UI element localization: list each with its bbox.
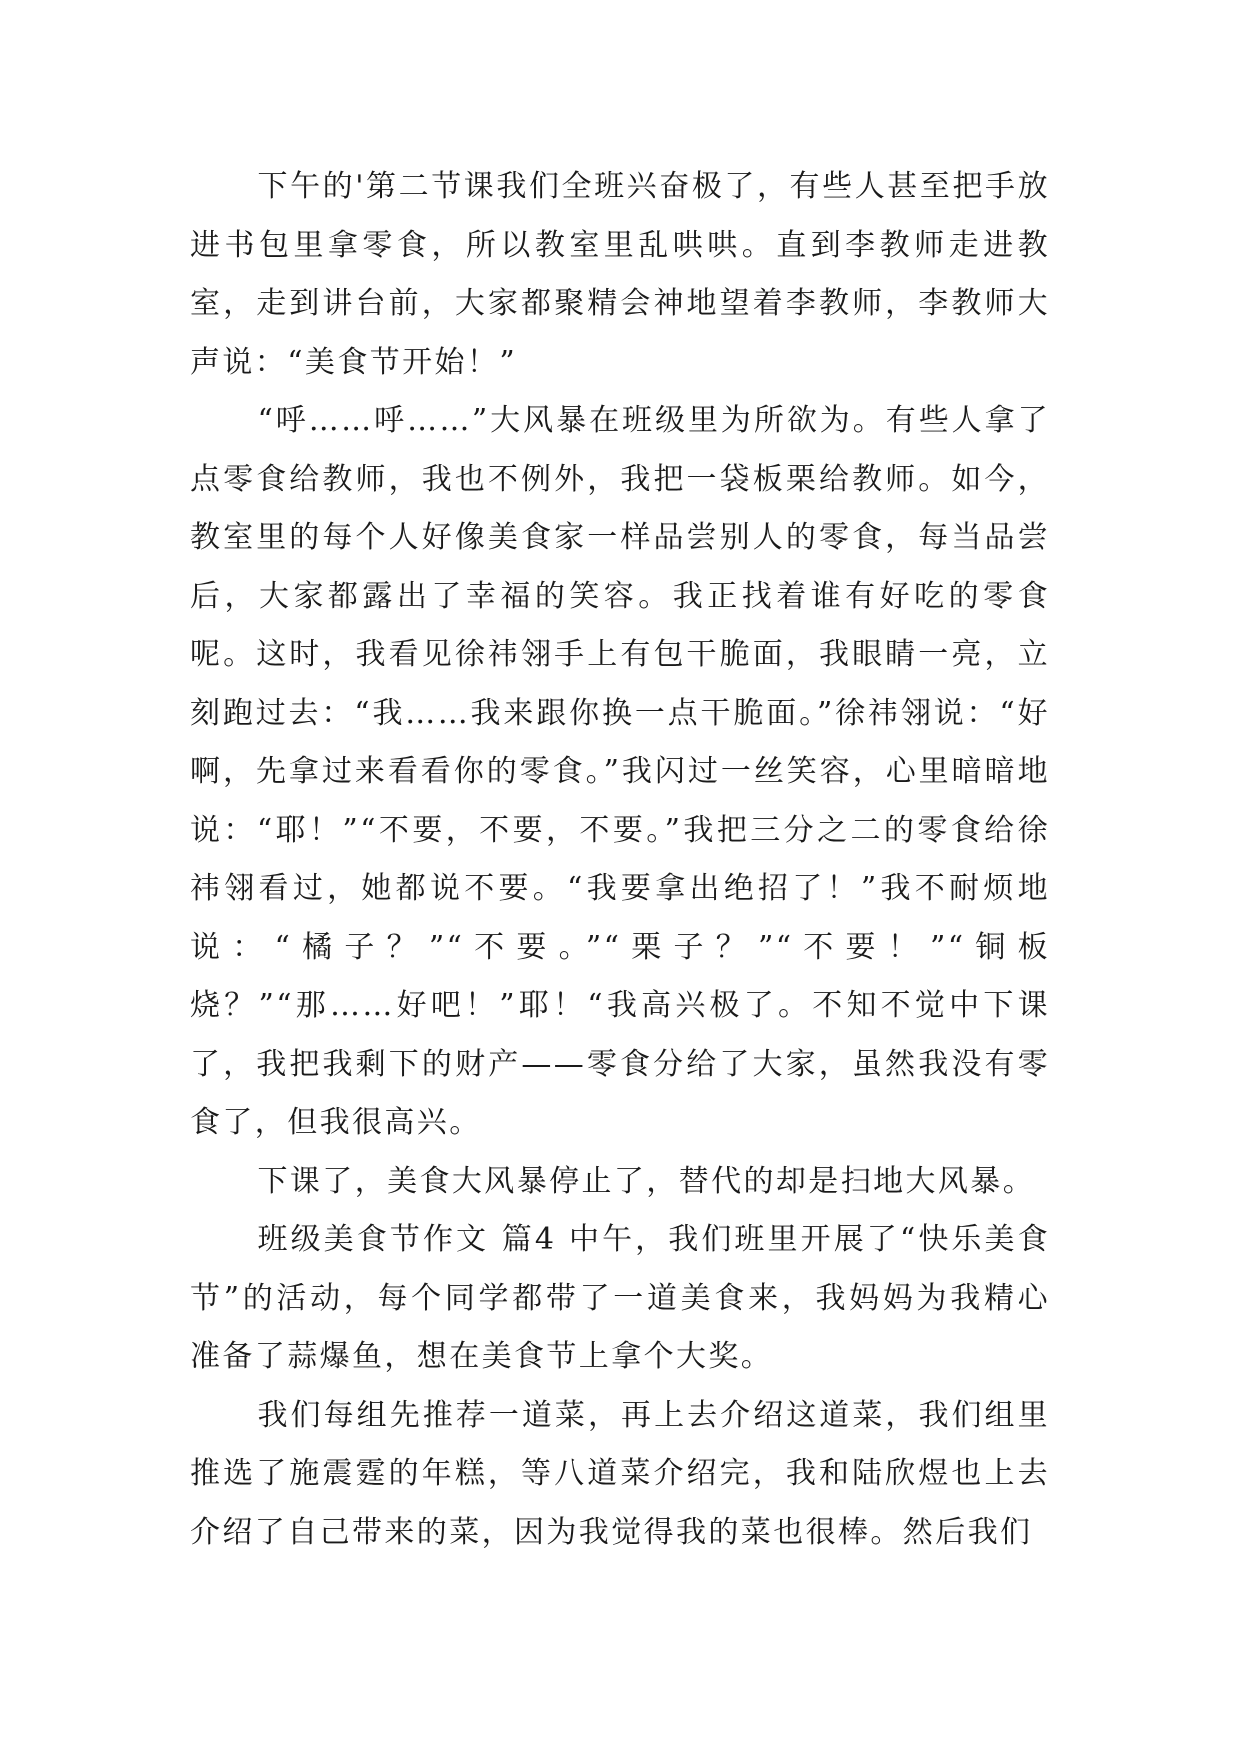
paragraph-4: 班级美食节作文 篇4 中午，我们班里开展了“快乐美食节”的活动，每个同学都带了一道美食来，我妈妈为我精心准备了蒜爆鱼，想在美食节上拿个大奖。 [190, 1222, 1050, 1374]
paragraph-3: 下课了，美食大风暴停止了，替代的却是扫地大风暴。 [257, 1163, 1036, 1199]
paragraph-2: “呼……呼……”大风暴在班级里为所欲为。有些人拿了点零食给教师，我也不例外，我把一袋板栗给教师。如今，教室里的每个人好像美食家一样品尝别人的零食，每当品尝后，大家都露出了幸福的笑容。我正找着谁有好吃的零食呢。这时，我看见徐祎翎手上有包干脆面，我眼睛一亮，立刻跑过去：“我……我来跟你换一点干脆面。”徐祎翎说：“好啊，先拿过来看看你的零食。”我闪过一丝笑容，心里暗暗地说：“耶！”“不要，不要，不要。”我把三分之二的零食给徐祎翎看过，她都说不要。“我要拿出绝招了！”我不耐烦地说：“橘子？”“不要。”“栗子？”“不要！”“铜板烧？”“那……好吧！”耶！“我高兴极了。不知不觉中下课了，我把我剩下的财产——零食分给了大家，虽然我没有零食了，但我很高兴。 [190, 403, 1050, 1140]
paragraph-5: 我们每组先推荐一道菜，再上去介绍这道菜，我们组里推选了施震霆的年糕，等八道菜介绍完，我和陆欣煜也上去介绍了自己带来的菜，因为我觉得我的菜也很棒。然后我们 [190, 1397, 1050, 1550]
document-body [190, 158, 1050, 1562]
paragraph-1: 下午的'第二节课我们全班兴奋极了，有些人甚至把手放进书包里拿零食，所以教室里乱哄哄。直到李教师走进教室，走到讲台前，大家都聚精会神地望着李教师，李教师大声说：“美食节开始！” [190, 169, 1050, 380]
